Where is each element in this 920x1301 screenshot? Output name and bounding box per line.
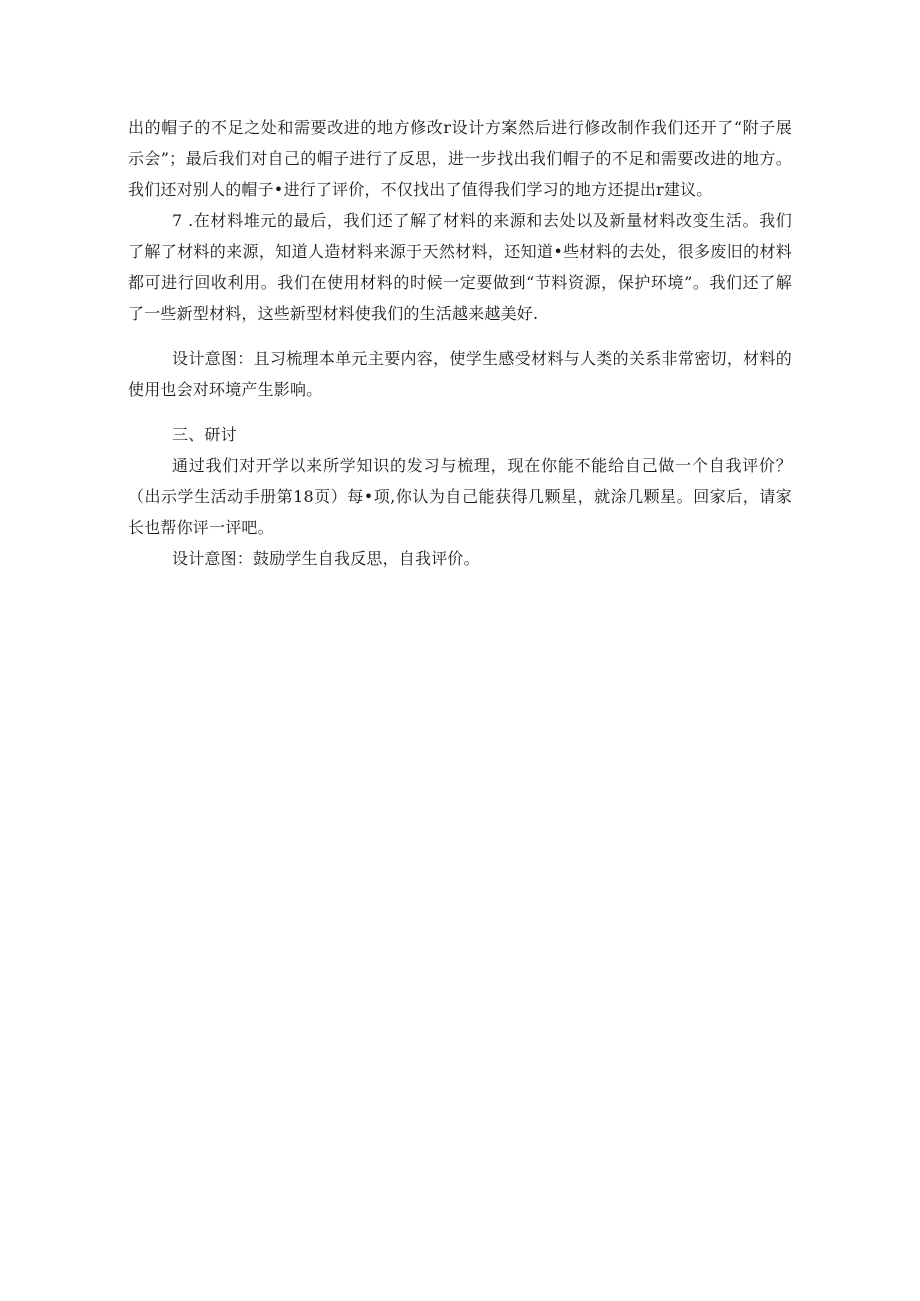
section-heading-discussion: 三、研讨 [172, 425, 237, 444]
paragraph-design-intent-2: 设计意图：鼓励学生自我反思，自我评价。 [172, 549, 480, 568]
paragraph-hat-process: 出的帽子的不足之处和需要改进的地方修改r设计方案然后进行修改制作我们还开了“附子展示会”；最后我们对自己的帽子进行了反思，进一步找出我们帽子的不足和需要改进的地方。我们还对别人的帽子•进行了评价，不仅找出了值得我们学习的地方还提出r建议。 [128, 118, 792, 199]
paragraph-materials-summary: 7 .在材料堆元的最后，我们还了解了材料的来源和去处以及新量材料改变生活。我们了解了材料的来源，知道人造材料来源于天然材料，还知道•些材料的去处，很多废旧的材料都可进行回收利用。我们在使用材料的时候一定要做到“节料资源，保护环境”。我们还了解了一些新型材料，这些新型材料使我们的生活越来越美好. [128, 211, 792, 323]
paragraph-self-evaluation: 通过我们对开学以来所学知识的发习与梳理，现在你能不能给自己做一个自我评价？（出示学生活动手册第18页）每•项,你认为自己能获得几颗星，就涂几颗星。回家后，请家长也帮你评一评吧。 [128, 456, 792, 537]
document-page [128, 112, 792, 574]
paragraph-design-intent-1: 设计意图：且习梳理本单元主要内容，使学生感受材料与人类的关系非常密切，材料的使用也会对环境产生影响。 [128, 349, 792, 399]
